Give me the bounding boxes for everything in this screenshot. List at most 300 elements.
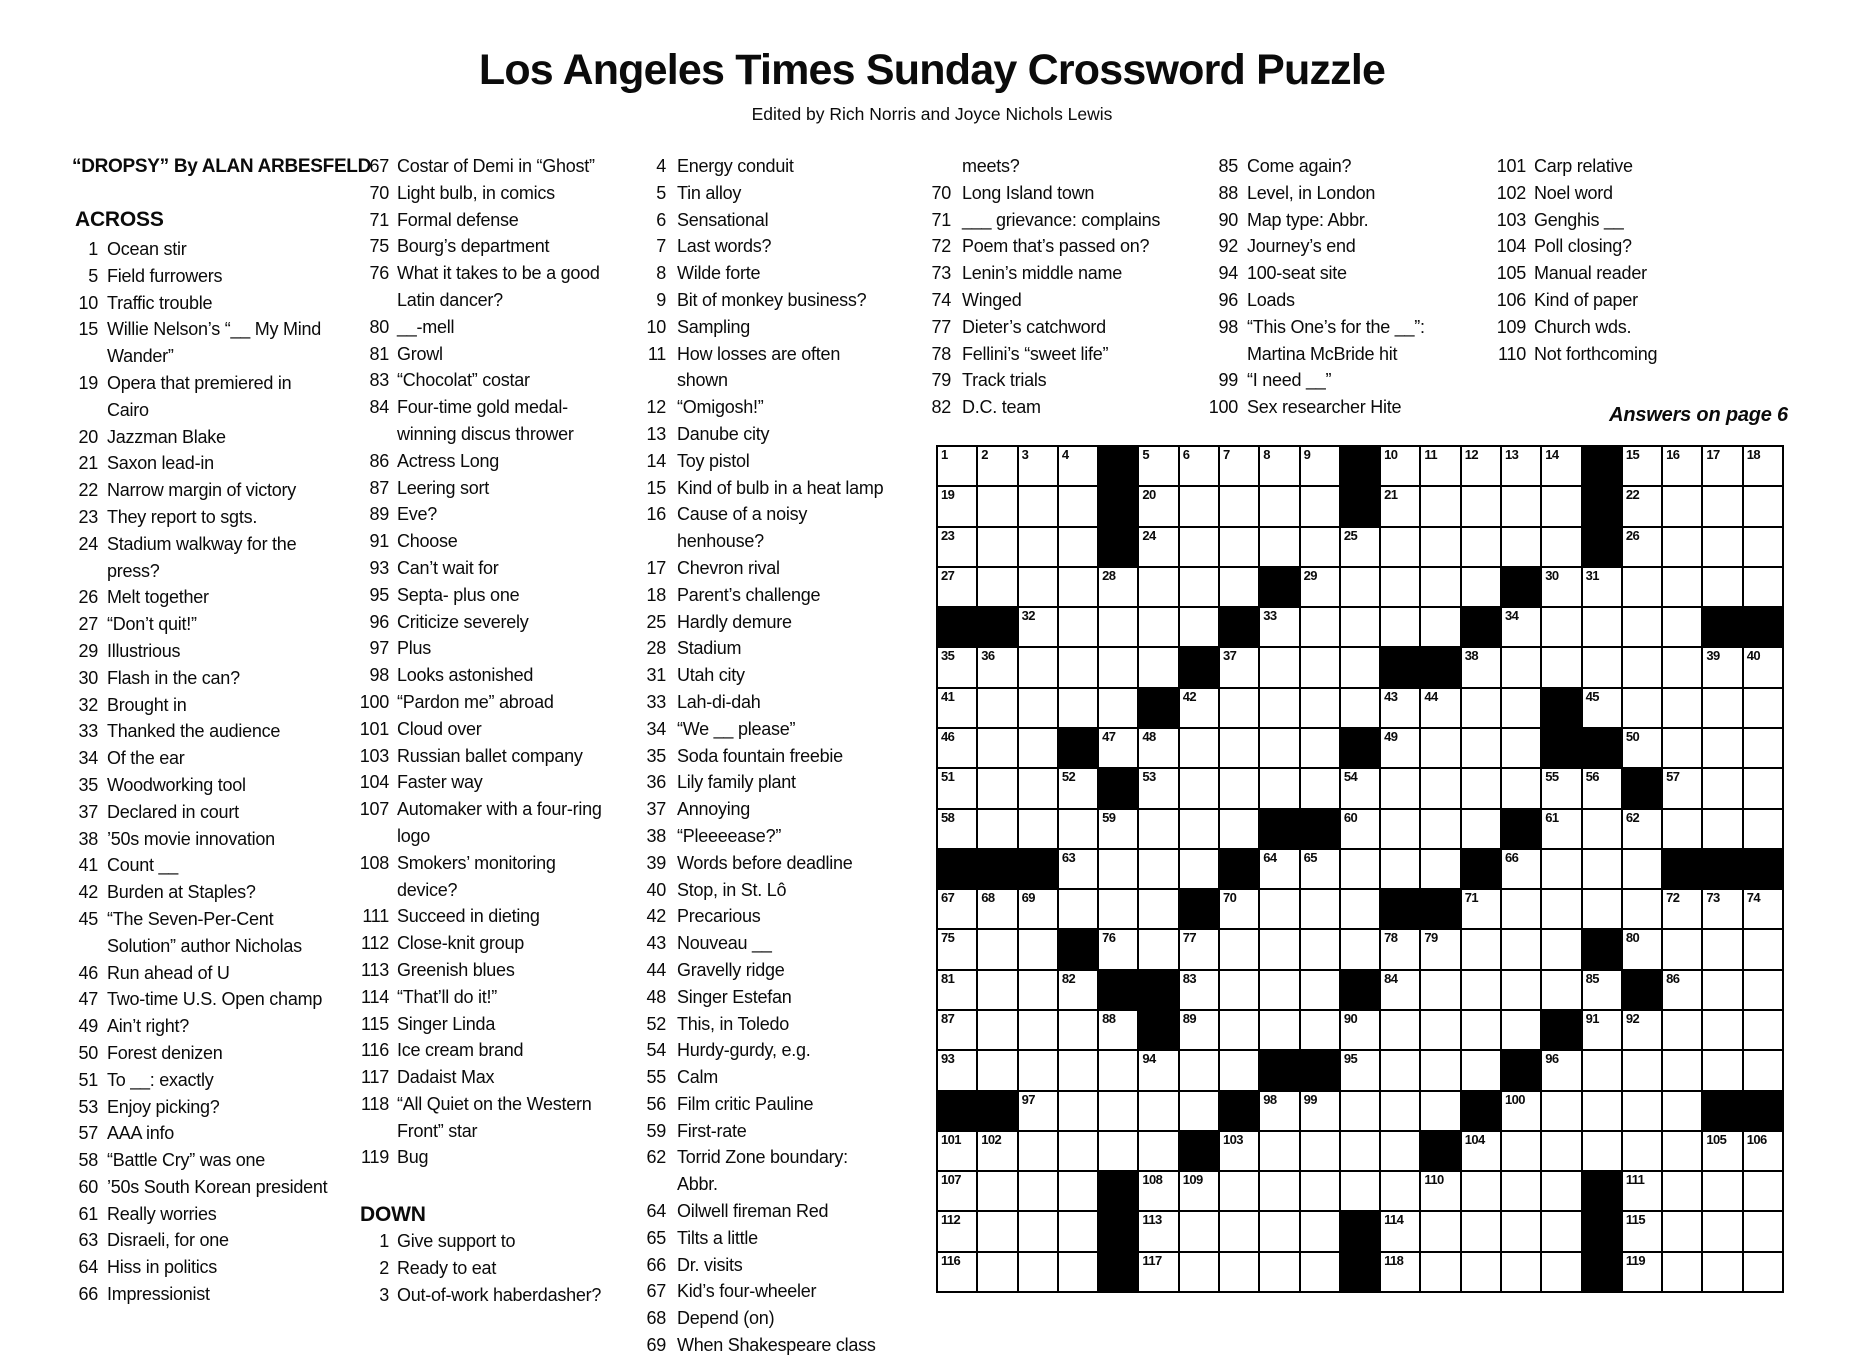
clue-text: Forest denizen [107,1042,223,1063]
grid-cell-black [938,850,976,888]
grid-cell-number: 77 [1182,930,1196,946]
grid-cell [1703,1132,1741,1170]
clue-text: Utah city [677,665,745,686]
grid-cell [978,1212,1016,1250]
clue-text: Lah-di-dah [677,691,761,712]
clue-number: 64 [646,1201,666,1222]
grid-cell-black [938,608,976,646]
clue-number: 44 [646,959,666,980]
clue-number: 70 [369,182,389,203]
grid-cell-number: 61 [1545,809,1559,825]
grid-cell-black [1341,487,1379,525]
clue-number: 96 [369,611,389,632]
clue-number: 9 [656,289,666,310]
grid-cell [1703,769,1741,807]
grid-cell [1301,528,1339,566]
grid-cell [1623,528,1661,566]
grid-cell [1220,1051,1258,1089]
grid-cell [1421,769,1459,807]
clue [616,582,892,609]
grid-cell-number: 96 [1545,1051,1559,1067]
clue-number: 59 [646,1120,666,1141]
grid-cell [1180,447,1218,485]
clue-number: 47 [78,989,98,1010]
grid-cell-number: 99 [1303,1091,1317,1107]
grid-cell [1542,1132,1580,1170]
grid-cell [1381,528,1419,566]
clue-text: “Pleeeease?” [677,825,782,846]
grid-cell [1180,1212,1218,1250]
grid-cell [1019,1132,1057,1170]
grid-cell [978,528,1016,566]
grid-cell [1502,1253,1540,1291]
clue [58,718,371,745]
clue [1188,314,1447,368]
clue-number: 54 [646,1040,666,1061]
clue [58,370,371,424]
clue-text: Gravelly ridge [677,959,785,980]
clue [58,1013,371,1040]
grid-cell [1381,568,1419,606]
grid-cell [1381,850,1419,888]
grid-cell [1260,648,1298,686]
clue-number: 25 [646,611,666,632]
clue-text: “Don’t quit!” [107,614,197,635]
clue-text: Hardly demure [677,611,792,632]
clue-number: 48 [646,986,666,1007]
grid-cell [978,890,1016,928]
clue-number: 40 [646,879,666,900]
clue-number: 92 [1218,236,1238,257]
clue-number: 98 [1218,316,1238,337]
clue [58,1254,371,1281]
grid-cell [1421,447,1459,485]
clue-text: Singer Estefan [677,986,792,1007]
clue-number: 102 [1496,182,1526,203]
grid-cell [1220,890,1258,928]
grid-cell [1502,1011,1540,1049]
clue-number: 2 [379,1258,389,1279]
clue [58,1227,371,1254]
clue-text: Disraeli, for one [107,1230,229,1251]
grid-cell-black [1421,648,1459,686]
clue-text: Words before deadline [677,852,853,873]
grid-cell [1260,487,1298,525]
clue [1480,314,1784,341]
clue [616,341,892,395]
grid-cell [1462,1212,1500,1250]
clue-text: Illustrious [107,640,181,661]
clue-text: Poll closing? [1534,236,1632,257]
grid-cell [978,1011,1016,1049]
grid-cell-black [1381,648,1419,686]
clue-text: Leering sort [397,477,490,498]
grid-cell [1019,1212,1057,1250]
grid-cell [1220,1253,1258,1291]
clue [1480,260,1784,287]
clue-text: Growl [397,343,443,364]
clue-number: 22 [78,480,98,501]
across-heading: ACROSS [75,208,164,231]
clue [616,984,892,1011]
grid-cell [1583,850,1621,888]
clue-text: Russian ballet company [397,745,583,766]
grid-cell-number: 82 [1061,970,1076,986]
clue-text: Church wds. [1534,316,1632,337]
grid-cell [1180,810,1218,848]
grid-cell [1301,971,1339,1009]
clue-number: 33 [78,721,98,742]
clue [1188,207,1447,234]
grid-cell [978,810,1016,848]
clue-text: Succeed in dieting [397,906,540,927]
clue [616,1064,892,1091]
grid-cell [1623,447,1661,485]
grid-cell [1019,1011,1057,1049]
clue-number: 66 [646,1254,666,1275]
grid-cell-number: 41 [941,688,955,704]
clue-text: “Omigosh!” [677,397,764,418]
clue [58,665,371,692]
grid-cell-black [1583,487,1621,525]
grid-cell [1220,1212,1258,1250]
grid-cell-number: 46 [941,728,955,744]
clue-text: Close-knit group [397,933,525,954]
clue-number: 118 [361,1093,389,1114]
grid-cell-black [1139,1011,1177,1049]
grid-cell-number: 116 [941,1252,961,1268]
grid-cell [1301,850,1339,888]
clue [58,1201,371,1228]
clue-number: 36 [646,772,666,793]
clue-text: “This One’s for the __”: Martina McBride hit [1247,316,1425,364]
clue-text: Enjoy picking? [107,1096,220,1117]
grid-cell-number: 58 [941,809,955,825]
grid-cell [1381,1092,1419,1130]
grid-cell [1623,1092,1661,1130]
clue-text: Track trials [962,370,1047,391]
clue [900,287,1207,314]
grid-cell [1301,729,1339,767]
grid-cell [938,810,976,848]
grid-cell [1421,729,1459,767]
clue [340,903,615,930]
grid-cell-number: 60 [1343,809,1358,825]
clue-number: 109 [1496,316,1526,337]
clue [900,207,1207,234]
clue-number: 83 [369,370,389,391]
grid-cell [1019,1051,1057,1089]
grid-cell [1341,1172,1379,1210]
grid-cell-number: 90 [1343,1010,1358,1026]
grid-cell [1744,447,1782,485]
clue [340,1091,615,1145]
clue-number: 62 [646,1147,666,1168]
grid-cell-number: 34 [1504,608,1519,624]
clue-text: Sampling [677,316,751,337]
grid-cell [1744,890,1782,928]
grid-cell [1301,1092,1339,1130]
grid-cell-number: 74 [1746,890,1760,906]
clue-column-5 [1188,153,1447,421]
grid-cell [1059,971,1097,1009]
clue-text: Actress Long [397,450,500,471]
clue [616,1144,892,1198]
grid-cell [1421,850,1459,888]
clue [340,394,615,448]
clue-number: 41 [78,855,98,876]
grid-cell [1019,769,1057,807]
clue-text: Soda fountain freebie [677,745,843,766]
clue-number: 35 [78,774,98,795]
grid-cell [1139,729,1177,767]
clue-number: 51 [78,1069,98,1090]
grid-cell [1623,1253,1661,1291]
clue-text: Hiss in politics [107,1257,218,1278]
grid-cell [1180,930,1218,968]
grid-cell-black [1099,971,1137,1009]
clue-text: To __: exactly [107,1069,214,1090]
clue-number: 19 [78,372,98,393]
clue-number: 104 [1496,236,1526,257]
grid-cell [1019,930,1057,968]
clue-number: 26 [78,587,98,608]
clue [58,290,371,317]
grid-cell [938,1253,976,1291]
grid-cell [1019,447,1057,485]
clue [1480,287,1784,314]
grid-cell [1502,930,1540,968]
grid-cell-number: 29 [1303,567,1317,583]
clue-number: 88 [1218,182,1238,203]
clue-text: Calm [677,1067,719,1088]
grid-cell [1301,689,1339,727]
grid-cell [1542,568,1580,606]
clue [616,635,892,662]
grid-cell [1421,1051,1459,1089]
clue [340,475,615,502]
grid-cell [978,1253,1016,1291]
grid-cell-black [1421,890,1459,928]
grid-cell-number: 83 [1182,970,1196,986]
grid-cell [1623,608,1661,646]
clue-number: 108 [359,852,389,873]
clue-list-down-1 [340,1228,615,1308]
clue [58,1174,371,1201]
clue-text: Willie Nelson’s “__ My Mind Wander” [107,319,321,367]
grid-cell-number: 42 [1182,688,1196,704]
grid-cell [1019,890,1057,928]
grid-cell-black [1703,850,1741,888]
grid-cell [1059,850,1097,888]
grid-cell [1180,1172,1218,1210]
grid-cell [1502,528,1540,566]
grid-cell [1703,971,1741,1009]
clue [900,314,1207,341]
grid-cell-black [1220,608,1258,646]
grid-cell [1139,890,1177,928]
grid-cell-number: 114 [1384,1212,1404,1228]
clue [616,394,892,421]
grid-cell [1180,1011,1218,1049]
clue [58,986,371,1013]
clue-number: 103 [359,745,389,766]
clue [900,394,1207,421]
clue [616,180,892,207]
clue [616,233,892,260]
clue-text: Oilwell fireman Red [677,1201,829,1222]
page-title: Los Angeles Times Sunday Crossword Puzzle [478,46,1386,94]
grid-cell-number: 39 [1706,648,1720,664]
grid-cell [1381,487,1419,525]
grid-cell [1502,1172,1540,1210]
grid-cell [1260,1132,1298,1170]
clue-number: 76 [369,263,389,284]
clue-text: D.C. team [962,397,1041,418]
grid-cell-black [1099,1172,1137,1210]
clue [340,448,615,475]
clue [58,1094,371,1121]
grid-cell [1180,528,1218,566]
grid-cell [1180,850,1218,888]
grid-cell-number: 81 [941,970,955,986]
grid-cell-black [1623,769,1661,807]
clue [616,555,892,582]
clue [58,1281,371,1308]
clue [340,367,615,394]
clue-text: Faster way [397,772,483,793]
grid-cell-black [1019,850,1057,888]
clue [340,957,615,984]
clue [1188,260,1447,287]
grid-cell-number: 87 [941,1010,955,1026]
clue-number: 115 [361,1013,389,1034]
grid-cell-black [1542,1011,1580,1049]
clue [340,1144,615,1171]
grid-cell-number: 107 [941,1172,961,1188]
clue-number: 99 [1218,370,1238,391]
clue-text: Thanked the audience [107,721,281,742]
grid-cell-number: 71 [1464,890,1478,906]
clue-number: 84 [369,397,389,418]
clue-number: 42 [646,906,666,927]
grid-cell [1059,1212,1097,1250]
grid-cell-number: 67 [941,890,955,906]
grid-cell [1260,1212,1298,1250]
grid-cell [1583,1051,1621,1089]
grid-cell [1301,930,1339,968]
grid-cell [1583,890,1621,928]
clue-text: Loads [1247,289,1295,310]
grid-cell-number: 20 [1142,487,1156,503]
clue-number: 13 [646,423,666,444]
grid-cell [1220,810,1258,848]
clue-number: 79 [931,370,951,391]
grid-cell [1462,689,1500,727]
grid-cell [1139,769,1177,807]
grid-cell [1462,1172,1500,1210]
grid-cell [1462,930,1500,968]
grid-cell-number: 54 [1343,769,1358,785]
grid-cell-number: 17 [1706,447,1720,462]
grid-cell-number: 65 [1303,849,1317,865]
clue-number: 107 [359,799,389,820]
grid-cell [1663,608,1701,646]
grid-cell-number: 91 [1585,1010,1599,1026]
clue [616,1332,892,1359]
grid-cell-number: 44 [1424,688,1438,704]
clue-number: 77 [931,316,951,337]
grid-cell [1260,689,1298,727]
grid-cell-black [938,1092,976,1130]
grid-cell [1019,568,1057,606]
grid-cell [1744,648,1782,686]
grid-cell [1663,890,1701,928]
grid-cell [938,1212,976,1250]
grid-cell-black [1583,930,1621,968]
grid-cell-number: 3 [1021,447,1029,462]
clue-text: Chevron rival [677,557,780,578]
grid-cell [1623,810,1661,848]
clue-text: Jazzman Blake [107,426,226,447]
grid-cell [1220,689,1258,727]
grid-cell-number: 10 [1384,447,1398,462]
clue [616,207,892,234]
clue [616,1252,892,1279]
grid-cell-number: 50 [1625,728,1640,744]
grid-cell-black [1059,930,1097,968]
grid-cell [1663,568,1701,606]
clue-number: 119 [361,1147,389,1168]
clue [616,716,892,743]
grid-cell [1744,971,1782,1009]
clue-number: 3 [379,1284,389,1305]
grid-cell [938,648,976,686]
grid-cell-black [1139,689,1177,727]
grid-cell [1301,1212,1339,1250]
clue-text: Septa- plus one [397,584,520,605]
grid-cell-number: 76 [1102,930,1116,946]
grid-cell [1381,930,1419,968]
grid-cell [978,930,1016,968]
grid-cell-black [1301,810,1339,848]
grid-cell-black [1341,447,1379,485]
clue-number: 37 [78,801,98,822]
grid-cell [1462,810,1500,848]
clue-number: 18 [646,584,666,605]
grid-cell [1623,487,1661,525]
grid-cell [1663,930,1701,968]
grid-cell [1663,1212,1701,1250]
grid-cell [1180,729,1218,767]
grid-cell [1421,568,1459,606]
grid-cell [1220,769,1258,807]
grid-cell-number: 28 [1102,567,1116,583]
grid-cell [938,729,976,767]
clue [58,906,371,960]
grid-cell [1019,608,1057,646]
clue-text: Brought in [107,694,187,715]
clue-number: 57 [78,1123,98,1144]
clue-text: Eve? [397,504,438,525]
clue [58,611,371,638]
clue [616,1225,892,1252]
clue [340,930,615,957]
clue-text: Really worries [107,1203,217,1224]
clue [58,638,371,665]
grid-cell-number: 73 [1706,890,1720,906]
grid-cell-number: 100 [1504,1091,1525,1107]
